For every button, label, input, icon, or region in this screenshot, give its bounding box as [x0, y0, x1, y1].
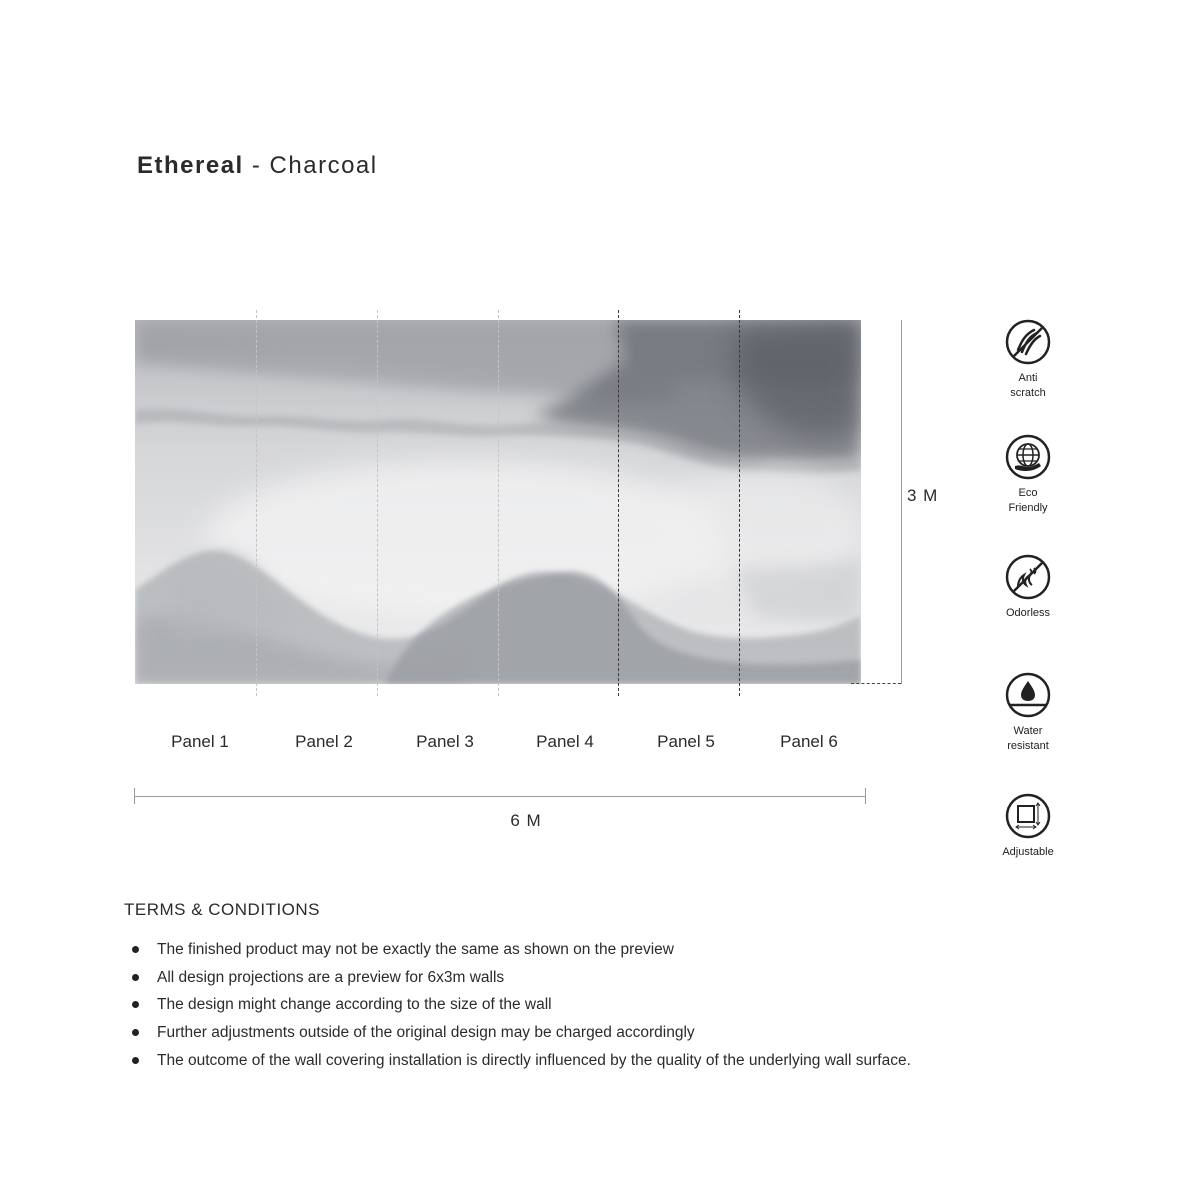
width-dimension-tick [865, 788, 866, 804]
bullet-icon [132, 1029, 139, 1036]
feature-label: Odorless [1005, 607, 1051, 619]
feature-odorless [988, 553, 1068, 621]
eco-friendly-icon [1004, 433, 1052, 481]
panel-divider [377, 310, 378, 696]
panel-label: Panel 6 [780, 732, 838, 751]
height-dimension-label: 3 M [907, 486, 939, 505]
feature-eco-friendly [988, 433, 1068, 516]
anti-scratch-icon [1004, 318, 1052, 366]
adjustable-icon [1004, 792, 1052, 840]
panel-divider [498, 310, 499, 696]
odorless-icon [1004, 553, 1052, 601]
bullet-icon [132, 1057, 139, 1064]
panel-label: Panel 2 [295, 732, 353, 751]
panel-label: Panel 4 [536, 732, 594, 751]
terms-item [130, 995, 911, 1023]
feature-anti-scratch [988, 318, 1068, 401]
title-separator: - [243, 152, 270, 179]
terms-item-text: The outcome of the wall covering installation is directly influenced by the quality of the underlying wall surface. [157, 1051, 911, 1069]
feature-label: Anti scratch [1010, 372, 1046, 399]
panel-divider [618, 310, 619, 696]
bullet-icon [132, 946, 139, 953]
width-dimension-tick [134, 788, 135, 804]
product-variant: Charcoal [269, 152, 378, 179]
panel-label: Panel 3 [416, 732, 474, 751]
width-dimension-line [134, 796, 865, 797]
terms-item-text: Further adjustments outside of the original design may be charged accordingly [157, 1024, 695, 1042]
feature-label: Eco Friendly [1008, 487, 1048, 514]
terms-item-text: The finished product may not be exactly the same as shown on the preview [157, 941, 674, 958]
bullet-icon [132, 1001, 139, 1008]
feature-adjustable [988, 792, 1068, 860]
panel-divider [739, 310, 740, 696]
height-dimension-foot [851, 683, 901, 684]
terms-item [130, 1023, 911, 1051]
terms-item [130, 968, 911, 996]
panel-divider [256, 310, 257, 696]
panel-label: Panel 1 [171, 732, 229, 751]
terms-item-text: All design projections are a preview for 6x3m walls [157, 968, 505, 986]
terms-list [130, 940, 911, 1078]
terms-item-text: The design might change according to the size of the wall [157, 996, 552, 1014]
feature-label: Adjustable [1002, 846, 1054, 858]
terms-item [130, 940, 911, 968]
feature-label: Water resistant [1007, 725, 1049, 752]
panel-label: Panel 5 [657, 732, 715, 751]
bullet-icon [132, 974, 139, 981]
terms-heading: TERMS & CONDITIONS [124, 900, 321, 919]
water-resistant-icon [1004, 671, 1052, 719]
product-title [137, 152, 378, 180]
height-dimension-line [901, 320, 902, 684]
feature-water-resistant [988, 671, 1068, 754]
terms-item [130, 1051, 911, 1079]
width-dimension-label: 6 M [510, 811, 542, 830]
product-name: Ethereal [137, 152, 244, 179]
